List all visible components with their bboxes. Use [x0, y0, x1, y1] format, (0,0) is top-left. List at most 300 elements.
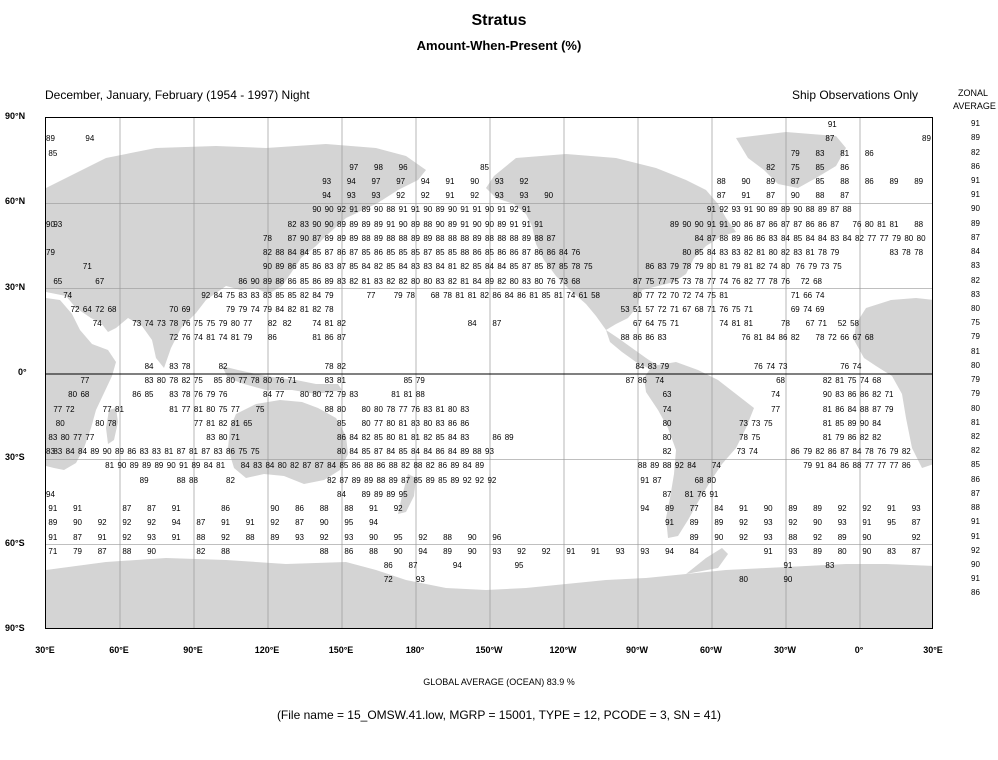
grid-value: 80: [781, 262, 790, 272]
grid-value: 78: [181, 361, 191, 371]
grid-value: 82: [337, 361, 346, 371]
grid-value: 89: [361, 489, 371, 499]
grid-value: 86: [344, 546, 354, 556]
grid-value: 90: [544, 191, 554, 201]
grid-value: 74: [859, 376, 869, 386]
grid-value: 76: [795, 262, 805, 272]
grid-value: 80: [682, 248, 692, 258]
grid-value: 78: [324, 361, 334, 371]
grid-value: 89: [154, 461, 164, 471]
grid-value: 91: [815, 461, 825, 471]
zonal-average-value: 91: [971, 531, 980, 541]
grid-value: 91: [497, 205, 507, 215]
grid-value: 83: [889, 248, 899, 258]
grid-value: 78: [864, 447, 874, 457]
grid-value: 82: [822, 376, 832, 386]
grid-value: 79: [238, 305, 248, 314]
grid-value: 73: [736, 447, 746, 457]
grid-value: 87: [707, 233, 716, 243]
grid-value: 89: [914, 177, 924, 186]
file-info: (File name = 15_OMSW.41.low, MGRP = 15001, TYPE = 12, PCODE = 3, SN = 41): [276, 708, 722, 722]
grid-value: 80: [300, 390, 309, 400]
grid-value: 82: [425, 461, 435, 471]
zonal-average-value: 82: [971, 147, 980, 157]
grid-value: 90: [862, 532, 872, 542]
grid-value: 81: [455, 290, 465, 300]
grid-value: 78: [169, 319, 179, 329]
grid-value: 88: [443, 532, 452, 542]
grid-value: 83: [53, 447, 63, 457]
grid-value: 89: [689, 532, 699, 542]
grid-value: 81: [300, 305, 309, 314]
grid-value: 87: [324, 248, 334, 258]
zonal-average-value: 83: [971, 261, 980, 271]
grid-value: 91: [369, 504, 378, 514]
grid-value: 81: [756, 248, 766, 258]
grid-value: 85: [480, 162, 489, 172]
grid-value: 88: [914, 219, 924, 229]
grid-value: 89: [423, 233, 433, 243]
grid-value: 90: [485, 219, 494, 229]
grid-value: 87: [287, 233, 297, 243]
grid-value: 86: [287, 262, 297, 272]
grid-value: 90: [423, 205, 433, 215]
grid-value: 84: [827, 461, 837, 471]
grid-value: 83: [835, 390, 845, 400]
grid-value: 73: [682, 276, 692, 286]
grid-value: 81: [822, 404, 832, 414]
grid-value: 80: [374, 404, 383, 414]
grid-value: 83: [238, 290, 248, 300]
grid-value: 91: [445, 177, 455, 186]
grid-value: 92: [674, 461, 684, 471]
grid-value: 80: [423, 276, 433, 286]
grid-value: 51: [633, 305, 642, 314]
grid-value: 81: [312, 333, 322, 343]
grid-value: 74: [566, 290, 576, 300]
grid-value: 92: [509, 205, 519, 215]
grid-value: 78: [739, 433, 748, 442]
grid-value: 94: [46, 489, 55, 499]
grid-value: 85: [339, 461, 349, 471]
grid-value: 92: [813, 532, 822, 542]
grid-value: 95: [398, 489, 408, 499]
grid-value: 89: [349, 233, 359, 243]
grid-value: 92: [418, 532, 428, 542]
grid-value: 84: [240, 461, 250, 471]
grid-value: 84: [687, 461, 697, 471]
grid-value: 90: [467, 546, 477, 556]
grid-value: 83: [719, 248, 729, 258]
grid-value: 91: [719, 219, 729, 229]
grid-value: 82: [337, 319, 346, 329]
grid-value: 84: [504, 290, 514, 300]
grid-value: 86: [840, 162, 850, 172]
grid-value: 89: [349, 219, 359, 229]
grid-value: 81: [877, 219, 887, 229]
grid-value: 80: [534, 276, 544, 286]
grid-value: 91: [472, 205, 482, 215]
grid-value: 90: [467, 532, 477, 542]
grid-value: 84: [275, 305, 285, 314]
grid-value: 94: [665, 546, 674, 556]
grid-value: 86: [337, 433, 346, 442]
grid-value: 86: [376, 461, 386, 471]
grid-value: 83: [48, 433, 58, 442]
grid-value: 78: [443, 290, 452, 300]
grid-value: 80: [386, 433, 396, 442]
grid-value: 86: [901, 461, 911, 471]
zonal-average-value: 79: [971, 389, 980, 399]
grid-value: 75: [832, 262, 842, 272]
grid-value: 87: [312, 233, 322, 243]
grid-value: 79: [830, 248, 840, 258]
grid-value: 90: [472, 219, 482, 229]
grid-value: 81: [744, 262, 753, 272]
grid-value: 89: [450, 461, 460, 471]
grid-value: 90: [682, 219, 692, 229]
grid-value: 81: [105, 461, 115, 471]
grid-value: 80: [68, 390, 78, 400]
grid-value: 83: [825, 561, 835, 570]
grid-value: 68: [571, 276, 581, 286]
grid-value: 81: [822, 433, 832, 442]
grid-value: 86: [312, 262, 322, 272]
grid-value: 79: [324, 290, 334, 300]
grid-value: 88: [386, 205, 396, 215]
grid-value: 88: [361, 233, 371, 243]
grid-value: 71: [670, 305, 679, 314]
grid-value: 89: [142, 461, 152, 471]
grid-value: 77: [877, 461, 887, 471]
grid-value: 83: [647, 361, 657, 371]
grid-value: 72: [324, 390, 334, 400]
grid-value: 78: [181, 390, 191, 400]
grid-value: 83: [731, 248, 741, 258]
grid-value: 77: [707, 276, 716, 286]
grid-value: 67: [852, 333, 862, 343]
grid-value: 87: [840, 191, 850, 201]
grid-value: 86: [847, 390, 857, 400]
grid-value: 84: [462, 461, 472, 471]
grid-value: 92: [97, 518, 107, 528]
grid-value: 81: [529, 290, 539, 300]
grid-value: 75: [731, 305, 741, 314]
grid-value: 79: [670, 262, 679, 272]
grid-value: 92: [517, 546, 526, 556]
grid-value: 84: [448, 447, 457, 457]
grid-value: 78: [815, 333, 825, 343]
grid-value: 84: [472, 276, 482, 286]
grid-value: 92: [396, 191, 406, 201]
observation-note: Ship Observations Only: [792, 88, 919, 102]
grid-value: 95: [393, 532, 403, 542]
grid-value: 89: [48, 518, 58, 528]
grid-value: 75: [226, 290, 235, 300]
grid-value: 89: [351, 475, 361, 485]
grid-value: 94: [322, 191, 332, 201]
grid-value: 83: [337, 276, 346, 286]
grid-value: 89: [435, 205, 445, 215]
grid-value: 83: [324, 376, 334, 386]
grid-value: 87: [73, 532, 82, 542]
grid-value: 86: [805, 219, 815, 229]
grid-value: 82: [480, 290, 489, 300]
grid-value: 92: [519, 177, 529, 186]
grid-value: 78: [901, 248, 911, 258]
grid-value: 90: [793, 205, 803, 215]
grid-value: 79: [808, 262, 818, 272]
grid-value: 84: [714, 504, 724, 514]
grid-value: 83: [423, 262, 433, 272]
grid-value: 87: [147, 504, 156, 514]
grid-value: 72: [70, 305, 80, 314]
grid-value: 83: [423, 404, 433, 414]
grid-value: 76: [781, 276, 790, 286]
grid-value: 77: [771, 404, 781, 414]
zonal-average-value: 75: [971, 318, 980, 328]
grid-value: 81: [435, 404, 445, 414]
grid-value: 90: [783, 575, 793, 585]
grid-value: 85: [48, 148, 58, 158]
grid-value: 90: [694, 219, 704, 229]
grid-value: 78: [818, 248, 827, 258]
season-label: December, January, February (1954 - 1997) Night: [45, 88, 310, 102]
grid-value: 86: [645, 262, 655, 272]
grid-value: 84: [423, 447, 433, 457]
grid-value: 74: [719, 276, 729, 286]
grid-value: 90: [790, 191, 800, 201]
grid-value: 77: [275, 390, 285, 400]
grid-value: 74: [766, 361, 776, 371]
grid-value: 86: [438, 461, 448, 471]
grid-value: 75: [645, 276, 655, 286]
grid-value: 70: [169, 305, 179, 314]
longitude-label: 60°W: [699, 645, 723, 655]
grid-value: 90: [324, 205, 334, 215]
grid-value: 80: [55, 418, 65, 428]
grid-value: 77: [879, 233, 889, 243]
grid-value: 92: [470, 191, 480, 201]
grid-value: 82: [196, 546, 206, 556]
grid-value: 87: [122, 504, 132, 514]
grid-value: 85: [448, 248, 457, 258]
grid-value: 91: [744, 205, 753, 215]
grid-value: 76: [719, 305, 729, 314]
grid-value: 88: [415, 390, 425, 400]
grid-value: 84: [485, 262, 494, 272]
grid-value: 65: [53, 276, 63, 286]
grid-value: 81: [189, 447, 198, 457]
grid-value: 81: [361, 276, 371, 286]
grid-value: 64: [82, 305, 92, 314]
grid-value: 93: [492, 546, 502, 556]
grid-value: 91: [739, 504, 748, 514]
grid-value: 83: [411, 418, 420, 428]
grid-value: 87: [911, 546, 921, 556]
grid-value: 89: [337, 233, 346, 243]
grid-value: 86: [383, 561, 393, 570]
grid-value: 81: [835, 376, 845, 386]
grid-value: 91: [827, 120, 837, 130]
grid-value: 89: [263, 276, 272, 286]
grid-value: 83: [250, 290, 260, 300]
grid-value: 94: [346, 177, 356, 186]
grid-value: 84: [349, 433, 359, 442]
grid-value: 82: [300, 290, 309, 300]
grid-value: 81: [206, 418, 216, 428]
grid-value: 91: [398, 205, 408, 215]
grid-value: 79: [243, 333, 253, 343]
grid-value: 86: [267, 333, 277, 343]
grid-value: 81: [744, 319, 753, 329]
grid-value: 66: [803, 290, 813, 300]
zonal-average-value: 89: [971, 218, 980, 228]
grid-value: 86: [744, 219, 753, 229]
grid-value: 91: [349, 205, 359, 215]
grid-value: 85: [509, 262, 519, 272]
grid-value: 87: [546, 262, 556, 272]
grid-value: 80: [60, 433, 70, 442]
grid-value: 82: [401, 461, 411, 471]
grid-value: 87: [374, 447, 383, 457]
grid-value: 83: [435, 418, 445, 428]
grid-value: 80: [277, 461, 287, 471]
grid-value: 90: [393, 546, 403, 556]
grid-value: 82: [756, 262, 766, 272]
latitude-label: 90°N: [5, 111, 26, 121]
grid-value: 82: [398, 276, 408, 286]
grid-value: 76: [852, 219, 862, 229]
grid-value: 77: [181, 404, 191, 414]
grid-value: 75: [250, 447, 260, 457]
grid-value: 86: [287, 276, 297, 286]
grid-value: 91: [73, 504, 82, 514]
grid-value: 89: [689, 518, 699, 528]
grid-value: 93: [295, 532, 304, 542]
grid-value: 85: [398, 447, 408, 457]
zonal-average-value: 83: [971, 289, 980, 299]
grid-value: 86: [859, 390, 869, 400]
grid-value: 86: [645, 333, 655, 343]
grid-value: 91: [460, 205, 470, 215]
grid-value: 93: [837, 518, 847, 528]
grid-value: 73: [132, 319, 142, 329]
grid-value: 87: [766, 191, 776, 201]
grid-value: 89: [522, 233, 531, 243]
grid-value: 92: [201, 290, 211, 300]
grid-value: 86: [818, 219, 827, 229]
grid-value: 95: [514, 561, 524, 570]
grid-value: 76: [753, 361, 763, 371]
longitude-label: 30°W: [773, 645, 797, 655]
grid-value: 83: [139, 447, 149, 457]
grid-value: 88: [369, 546, 378, 556]
grid-value: 52: [837, 319, 847, 329]
grid-value: 79: [892, 233, 901, 243]
grid-value: 91: [445, 191, 455, 201]
grid-value: 90: [369, 532, 378, 542]
zonal-average-value: 88: [971, 503, 980, 513]
grid-value: 81: [805, 248, 815, 258]
grid-value: 75: [583, 262, 593, 272]
grid-value: 89: [139, 475, 149, 485]
grid-value: 86: [768, 219, 778, 229]
grid-value: 78: [682, 262, 692, 272]
grid-value: 82: [497, 276, 507, 286]
grid-value: 82: [460, 262, 470, 272]
grid-value: 97: [349, 162, 359, 172]
grid-value: 92: [420, 191, 430, 201]
grid-value: 89: [275, 262, 285, 272]
grid-value: 89: [670, 219, 679, 229]
grid-value: 86: [351, 461, 361, 471]
grid-value: 84: [265, 461, 275, 471]
grid-value: 58: [591, 290, 600, 300]
grid-value: 70: [670, 290, 679, 300]
grid-value: 82: [263, 248, 272, 258]
grid-value: 80: [411, 276, 420, 286]
grid-value: 67: [95, 276, 105, 286]
grid-value: 89: [813, 546, 822, 556]
grid-value: 76: [546, 276, 556, 286]
grid-value: 94: [640, 504, 650, 514]
grid-value: 87: [522, 262, 531, 272]
grid-value: 86: [324, 333, 334, 343]
grid-value: 84: [144, 361, 154, 371]
grid-value: 86: [472, 248, 482, 258]
grid-value: 84: [448, 433, 457, 442]
grid-value: 82: [282, 319, 292, 329]
grid-value: 74: [768, 262, 778, 272]
grid-value: 82: [218, 361, 228, 371]
grid-value: 74: [662, 404, 672, 414]
grid-value: 90: [470, 177, 480, 186]
grid-value: 91: [386, 219, 396, 229]
grid-value: 84: [781, 233, 790, 243]
grid-value: 87: [716, 191, 726, 201]
grid-value: 81: [467, 290, 477, 300]
grid-value: 82: [744, 248, 753, 258]
grid-value: 81: [164, 447, 174, 457]
grid-value: 81: [324, 319, 334, 329]
grid-value: 82: [374, 262, 383, 272]
grid-value: 80: [662, 418, 672, 428]
grid-value: 93: [911, 504, 921, 514]
grid-value: 92: [393, 504, 403, 514]
grid-value: 88: [719, 233, 729, 243]
grid-value: 88: [376, 475, 386, 485]
grid-value: 88: [423, 219, 433, 229]
grid-value: 84: [842, 233, 852, 243]
longitude-label: 90°E: [183, 645, 203, 655]
grid-value: 81: [684, 489, 694, 499]
grid-value: 88: [859, 404, 869, 414]
grid-value: 73: [739, 418, 748, 428]
grid-value: 81: [840, 148, 850, 158]
grid-value: 75: [670, 276, 679, 286]
grid-value: 89: [324, 233, 334, 243]
grid-value: 84: [349, 447, 359, 457]
grid-value: 90: [147, 546, 156, 556]
grid-value: 87: [339, 475, 349, 485]
grid-value: 53: [620, 305, 630, 314]
grid-value: 86: [127, 447, 137, 457]
grid-value: 92: [487, 475, 497, 485]
grid-value: 86: [497, 248, 507, 258]
grid-value: 91: [640, 475, 650, 485]
grid-value: 71: [818, 319, 827, 329]
